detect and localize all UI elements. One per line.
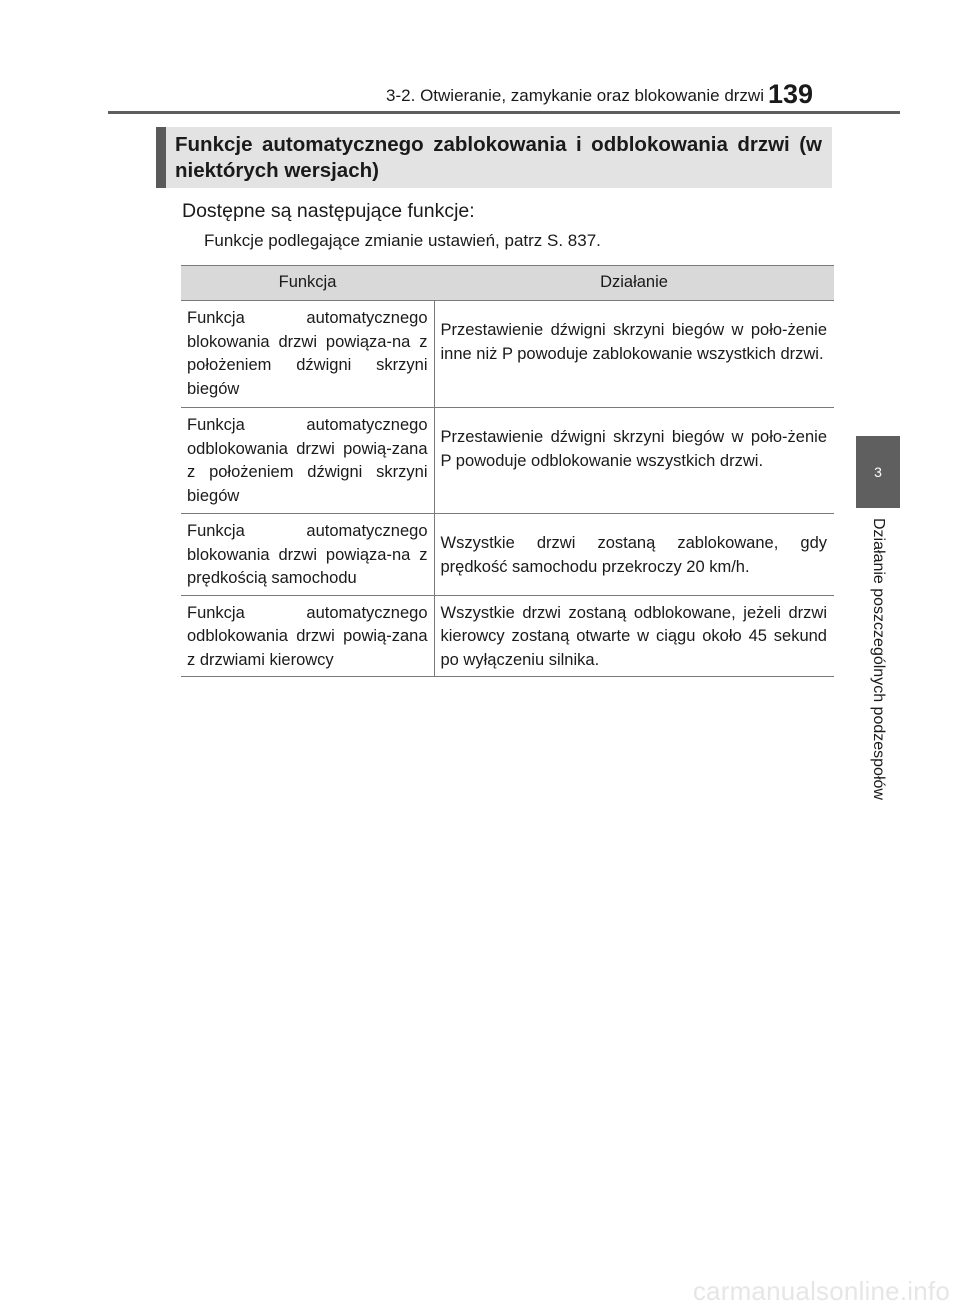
function-cell: Funkcja automatycznego blokowania drzwi powiąza-na z prędkością samochodu	[181, 514, 434, 596]
header-divider	[108, 111, 900, 114]
action-cell: Wszystkie drzwi zostaną odblokowane, jeżeli drzwi kierowcy zostaną otwarte w ciągu około 45 sekund po wyłączeniu silnika.	[434, 595, 834, 677]
function-cell: Funkcja automatycznego blokowania drzwi powiąza-na z położeniem dźwigni skrzyni biegów	[181, 301, 434, 408]
table-header-row	[181, 266, 834, 301]
action-cell: Przestawienie dźwigni skrzyni biegów w poło-żenie P powoduje odblokowanie wszystkich drzwi.	[434, 408, 834, 514]
table-row	[181, 514, 834, 596]
settings-note: Funkcje podlegające zmianie ustawień, patrz S. 837.	[204, 231, 601, 250]
table-row	[181, 301, 834, 408]
table-row	[181, 595, 834, 677]
chapter-label: Działanie poszczególnych podzespołów	[870, 518, 887, 800]
chapter-tab: 3	[856, 436, 900, 508]
section-title: Funkcje automatycznego zablokowania i odblokowania drzwi (w niektórych wersjach)	[156, 127, 832, 188]
intro-text: Dostępne są następujące funkcje:	[182, 200, 475, 222]
header-section-title: 3-2. Otwieranie, zamykanie oraz blokowanie drzwi	[386, 86, 764, 105]
function-cell: Funkcja automatycznego odblokowania drzwi powią-zana z położeniem dźwigni skrzyni biegów	[181, 408, 434, 514]
action-cell: Wszystkie drzwi zostaną zablokowane, gdy prędkość samochodu przekroczy 20 km/h.	[434, 514, 834, 596]
function-cell: Funkcja automatycznego odblokowania drzwi powią-zana z drzwiami kierowcy	[181, 595, 434, 677]
page-number: 139	[768, 79, 814, 109]
action-cell: Przestawienie dźwigni skrzyni biegów w poło-żenie inne niż P powoduje zablokowanie wszystkich drzwi.	[434, 301, 834, 408]
column-header-action: Działanie	[434, 266, 834, 301]
column-header-function: Funkcja	[181, 266, 434, 301]
functions-table	[181, 265, 834, 677]
watermark: carmanualsonline.info	[692, 1276, 950, 1306]
table-row	[181, 408, 834, 514]
